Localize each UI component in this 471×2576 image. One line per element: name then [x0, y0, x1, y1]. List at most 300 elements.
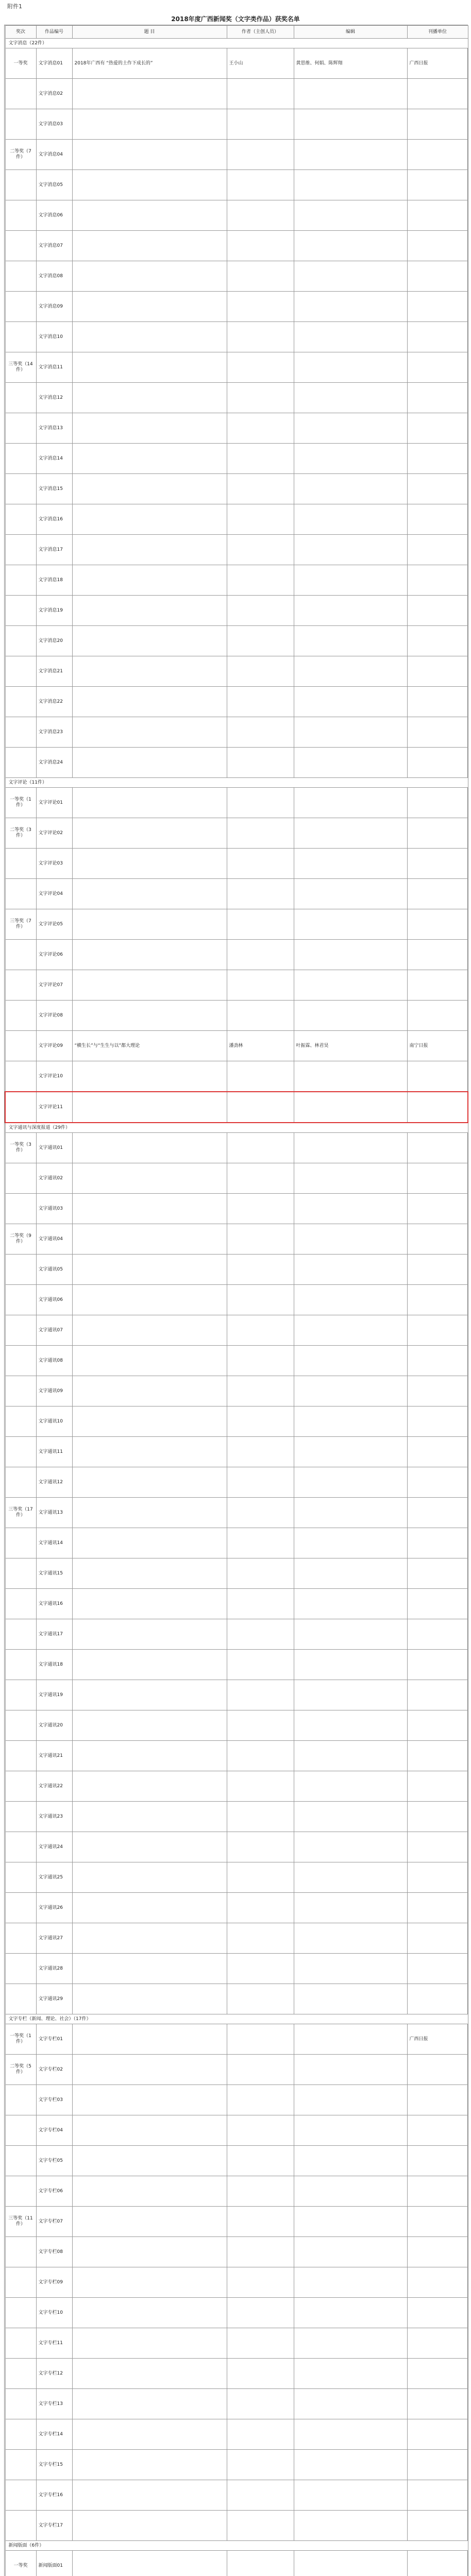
editor-cell: [294, 626, 407, 656]
award-cell: [5, 383, 36, 413]
award-cell: [5, 322, 36, 352]
award-cell: [5, 261, 36, 292]
work-code-cell: 文字专栏16: [36, 2480, 72, 2511]
publisher-cell: [407, 2085, 468, 2115]
work-code-cell: 文字消息03: [36, 109, 72, 140]
author-cell: [227, 2055, 294, 2085]
work-title-cell: [72, 261, 227, 292]
table-row: [5, 1498, 468, 1528]
work-title-cell: [72, 1528, 227, 1558]
author-cell: [227, 322, 294, 352]
award-cell: [5, 1528, 36, 1558]
award-cell: [5, 1832, 36, 1862]
publisher-cell: [407, 909, 468, 940]
work-title-cell: [72, 1832, 227, 1862]
work-title-cell: [72, 2298, 227, 2328]
author-cell: [227, 1710, 294, 1741]
work-title-cell: [72, 1437, 227, 1467]
award-cell: [5, 1710, 36, 1741]
table-row: [5, 1984, 468, 2014]
table-row: [5, 1650, 468, 1680]
work-code-cell: 文字专栏10: [36, 2298, 72, 2328]
author-cell: [227, 383, 294, 413]
work-title-cell: [72, 1923, 227, 1954]
editor-cell: [294, 231, 407, 261]
table-row: [5, 788, 468, 818]
work-title-cell: [72, 2176, 227, 2207]
table-row: [5, 2267, 468, 2298]
publisher-cell: [407, 504, 468, 535]
work-title-cell: [72, 2115, 227, 2146]
author-cell: [227, 1255, 294, 1285]
author-cell: [227, 1001, 294, 1031]
editor-cell: [294, 2207, 407, 2237]
author-cell: [227, 596, 294, 626]
publisher-cell: [407, 1832, 468, 1862]
publisher-cell: [407, 940, 468, 970]
author-cell: [227, 2551, 294, 2576]
author-cell: [227, 2085, 294, 2115]
work-title-cell: [72, 1346, 227, 1376]
work-title-cell: [72, 1954, 227, 1984]
table-row: [5, 2551, 468, 2576]
author-cell: 潘劲林: [227, 1031, 294, 1061]
award-cell: [5, 292, 36, 322]
editor-cell: [294, 292, 407, 322]
work-code-cell: 文字通讯08: [36, 1346, 72, 1376]
work-code-cell: 文字消息13: [36, 413, 72, 444]
publisher-cell: [407, 200, 468, 231]
work-code-cell: 文字专栏08: [36, 2237, 72, 2267]
award-cell: [5, 1092, 36, 1123]
award-cell: [5, 2115, 36, 2146]
editor-cell: [294, 2359, 407, 2389]
award-cell: [5, 1315, 36, 1346]
award-cell: [5, 2450, 36, 2480]
editor-cell: [294, 2024, 407, 2055]
col-header-editor: 编辑: [294, 26, 407, 39]
table-row: [5, 1255, 468, 1285]
table-row: [5, 1315, 468, 1346]
work-code-cell: 文字消息06: [36, 200, 72, 231]
publisher-cell: [407, 2359, 468, 2389]
work-title-cell: [72, 1406, 227, 1437]
author-cell: [227, 2267, 294, 2298]
table-row: [5, 1802, 468, 1832]
author-cell: [227, 818, 294, 849]
work-title-cell: [72, 1467, 227, 1498]
work-code-cell: 文字通讯05: [36, 1255, 72, 1285]
work-title-cell: [72, 1680, 227, 1710]
work-title-cell: [72, 2085, 227, 2115]
table-row: [5, 1528, 468, 1558]
author-cell: [227, 879, 294, 909]
table-row: [5, 1862, 468, 1893]
editor-cell: [294, 565, 407, 596]
editor-cell: [294, 1741, 407, 1771]
editor-cell: [294, 2389, 407, 2419]
work-code-cell: 文字消息19: [36, 596, 72, 626]
award-cell: [5, 1589, 36, 1619]
author-cell: [227, 2389, 294, 2419]
work-code-cell: 文字消息15: [36, 474, 72, 504]
work-title-cell: [72, 1255, 227, 1285]
table-row: [5, 383, 468, 413]
work-code-cell: 文字专栏11: [36, 2328, 72, 2359]
publisher-cell: [407, 170, 468, 200]
award-cell: [5, 2176, 36, 2207]
author-cell: [227, 2328, 294, 2359]
table-row: [5, 1437, 468, 1467]
editor-cell: 叶振霖、林君昊: [294, 1031, 407, 1061]
work-title-cell: 2018年广西有 “热爱的土作下成长的”: [72, 48, 227, 79]
editor-cell: [294, 1893, 407, 1923]
publisher-cell: [407, 2480, 468, 2511]
work-title-cell: [72, 2551, 227, 2576]
section-row: [5, 778, 468, 788]
author-cell: [227, 748, 294, 778]
work-code-cell: 文字专栏01: [36, 2024, 72, 2055]
table-row: [5, 2176, 468, 2207]
editor-cell: [294, 1680, 407, 1710]
table-row: [5, 909, 468, 940]
award-list-table-container: [4, 25, 468, 2576]
award-cell: [5, 1194, 36, 1224]
section-row: [5, 2014, 468, 2024]
work-title-cell: [72, 2480, 227, 2511]
work-title-cell: [72, 748, 227, 778]
work-code-cell: 文字通讯13: [36, 1498, 72, 1528]
publisher-cell: [407, 2146, 468, 2176]
publisher-cell: [407, 1498, 468, 1528]
work-code-cell: 文字通讯04: [36, 1224, 72, 1255]
publisher-cell: [407, 687, 468, 717]
author-cell: [227, 1954, 294, 1984]
publisher-cell: [407, 1741, 468, 1771]
table-row: [5, 2146, 468, 2176]
author-cell: [227, 1285, 294, 1315]
award-cell: [5, 2146, 36, 2176]
award-cell: [5, 170, 36, 200]
award-cell: [5, 1893, 36, 1923]
work-title-cell: [72, 909, 227, 940]
table-row: [5, 504, 468, 535]
work-code-cell: 文字消息14: [36, 444, 72, 474]
editor-cell: [294, 748, 407, 778]
publisher-cell: [407, 1650, 468, 1680]
award-cell: [5, 2237, 36, 2267]
editor-cell: [294, 2328, 407, 2359]
award-cell: 三等奖（14件）: [5, 352, 36, 383]
editor-cell: [294, 1558, 407, 1589]
author-cell: [227, 1315, 294, 1346]
editor-cell: [294, 2511, 407, 2541]
table-row: [5, 970, 468, 1001]
table-row: [5, 2450, 468, 2480]
table-row: [5, 1376, 468, 1406]
work-title-cell: [72, 2511, 227, 2541]
editor-cell: [294, 1285, 407, 1315]
work-title-cell: [72, 1741, 227, 1771]
table-row: [5, 292, 468, 322]
award-cell: [5, 1255, 36, 1285]
publisher-cell: [407, 535, 468, 565]
award-cell: 一等奖: [5, 2551, 36, 2576]
table-row: [5, 1224, 468, 1255]
work-title-cell: [72, 717, 227, 748]
work-title-cell: [72, 140, 227, 170]
author-cell: [227, 1528, 294, 1558]
work-title-cell: [72, 2237, 227, 2267]
section-row: [5, 2541, 468, 2551]
work-title-cell: [72, 970, 227, 1001]
table-row: [5, 1589, 468, 1619]
work-title-cell: [72, 1802, 227, 1832]
editor-cell: [294, 2419, 407, 2450]
table-row: [5, 879, 468, 909]
work-title-cell: [72, 2207, 227, 2237]
table-row: [5, 200, 468, 231]
work-title-cell: [72, 1163, 227, 1194]
editor-cell: [294, 1163, 407, 1194]
table-row: [5, 748, 468, 778]
work-code-cell: 文字消息18: [36, 565, 72, 596]
editor-cell: [294, 2176, 407, 2207]
work-code-cell: 文字通讯15: [36, 1558, 72, 1589]
editor-cell: [294, 413, 407, 444]
col-header-code: 作品编号: [36, 26, 72, 39]
publisher-cell: [407, 444, 468, 474]
work-code-cell: 文字专栏02: [36, 2055, 72, 2085]
author-cell: [227, 1650, 294, 1680]
work-title-cell: [72, 1710, 227, 1741]
table-row: [5, 2237, 468, 2267]
author-cell: [227, 2146, 294, 2176]
table-row: [5, 2511, 468, 2541]
work-code-cell: 文字评论09: [36, 1031, 72, 1061]
work-title-cell: [72, 1092, 227, 1123]
author-cell: [227, 413, 294, 444]
work-title-cell: [72, 565, 227, 596]
author-cell: [227, 1589, 294, 1619]
author-cell: [227, 1133, 294, 1163]
table-header-row: [5, 26, 468, 39]
editor-cell: [294, 717, 407, 748]
publisher-cell: [407, 1406, 468, 1437]
editor-cell: [294, 170, 407, 200]
award-cell: [5, 504, 36, 535]
award-cell: [5, 717, 36, 748]
work-title-cell: [72, 292, 227, 322]
work-title-cell: [72, 1376, 227, 1406]
author-cell: [227, 940, 294, 970]
table-row: [5, 2389, 468, 2419]
work-code-cell: 文字通讯24: [36, 1832, 72, 1862]
work-title-cell: [72, 1285, 227, 1315]
publisher-cell: [407, 1467, 468, 1498]
editor-cell: [294, 2237, 407, 2267]
award-cell: [5, 1346, 36, 1376]
work-code-cell: 文字通讯27: [36, 1923, 72, 1954]
publisher-cell: [407, 1163, 468, 1194]
award-cell: [5, 200, 36, 231]
work-code-cell: 文字评论03: [36, 849, 72, 879]
table-row: [5, 1194, 468, 1224]
work-code-cell: 文字专栏13: [36, 2389, 72, 2419]
table-row: [5, 1092, 468, 1123]
author-cell: [227, 2207, 294, 2237]
table-row: [5, 2298, 468, 2328]
work-code-cell: 文字消息17: [36, 535, 72, 565]
work-title-cell: [72, 1771, 227, 1802]
work-title-cell: [72, 2055, 227, 2085]
publisher-cell: [407, 748, 468, 778]
work-code-cell: 文字消息08: [36, 261, 72, 292]
work-code-cell: 文字消息01: [36, 48, 72, 79]
editor-cell: [294, 1061, 407, 1092]
table-row: [5, 1893, 468, 1923]
work-title-cell: [72, 2267, 227, 2298]
publisher-cell: [407, 1923, 468, 1954]
publisher-cell: [407, 1802, 468, 1832]
publisher-cell: 广西日报: [407, 48, 468, 79]
work-code-cell: 文字评论01: [36, 788, 72, 818]
work-title-cell: [72, 1061, 227, 1092]
publisher-cell: [407, 1255, 468, 1285]
table-row: [5, 140, 468, 170]
publisher-cell: [407, 1528, 468, 1558]
author-cell: [227, 1163, 294, 1194]
author-cell: [227, 1376, 294, 1406]
work-title-cell: [72, 504, 227, 535]
award-cell: [5, 970, 36, 1001]
editor-cell: 黄思维、何娟、陈辉翔: [294, 48, 407, 79]
work-title-cell: [72, 2419, 227, 2450]
editor-cell: [294, 1467, 407, 1498]
work-title-cell: [72, 1984, 227, 2014]
work-title-cell: [72, 444, 227, 474]
award-cell: 一等奖（1件）: [5, 788, 36, 818]
award-cell: [5, 2480, 36, 2511]
editor-cell: [294, 2480, 407, 2511]
section-label: 文字通讯与深度报道（29件）: [5, 1123, 468, 1133]
work-title-cell: [72, 79, 227, 109]
work-code-cell: 文字消息11: [36, 352, 72, 383]
table-row: [5, 413, 468, 444]
work-code-cell: 文字通讯28: [36, 1954, 72, 1984]
work-code-cell: 文字通讯14: [36, 1528, 72, 1558]
author-cell: [227, 200, 294, 231]
author-cell: [227, 2237, 294, 2267]
publisher-cell: [407, 565, 468, 596]
publisher-cell: [407, 1092, 468, 1123]
publisher-cell: [407, 413, 468, 444]
table-row: [5, 1558, 468, 1589]
award-cell: 三等奖（7件）: [5, 909, 36, 940]
editor-cell: [294, 1315, 407, 1346]
work-code-cell: 文字专栏14: [36, 2419, 72, 2450]
author-cell: [227, 504, 294, 535]
author-cell: [227, 1092, 294, 1123]
author-cell: [227, 1680, 294, 1710]
work-title-cell: [72, 596, 227, 626]
author-cell: [227, 1832, 294, 1862]
work-title-cell: [72, 1224, 227, 1255]
author-cell: [227, 474, 294, 504]
award-cell: [5, 748, 36, 778]
publisher-cell: [407, 2298, 468, 2328]
editor-cell: [294, 1001, 407, 1031]
editor-cell: [294, 444, 407, 474]
author-cell: [227, 2024, 294, 2055]
author-cell: [227, 292, 294, 322]
work-code-cell: 文字通讯16: [36, 1589, 72, 1619]
award-cell: [5, 849, 36, 879]
author-cell: [227, 656, 294, 687]
work-title-cell: [72, 1001, 227, 1031]
work-code-cell: 文字评论06: [36, 940, 72, 970]
editor-cell: [294, 909, 407, 940]
work-title-cell: [72, 940, 227, 970]
page-title: 2018年度广西新闻奖（文字类作品）获奖名单: [171, 15, 300, 23]
section-label: 文字消息（22件）: [5, 39, 468, 48]
publisher-cell: [407, 352, 468, 383]
publisher-cell: [407, 1437, 468, 1467]
editor-cell: [294, 352, 407, 383]
author-cell: [227, 2511, 294, 2541]
table-row: [5, 1923, 468, 1954]
publisher-cell: [407, 2176, 468, 2207]
editor-cell: [294, 1710, 407, 1741]
table-row: [5, 2359, 468, 2389]
author-cell: [227, 1467, 294, 1498]
author-cell: 王小山: [227, 48, 294, 79]
award-cell: [5, 413, 36, 444]
publisher-cell: [407, 231, 468, 261]
publisher-cell: [407, 2511, 468, 2541]
editor-cell: [294, 1862, 407, 1893]
work-title-cell: [72, 383, 227, 413]
work-code-cell: 文字专栏12: [36, 2359, 72, 2389]
editor-cell: [294, 2450, 407, 2480]
editor-cell: [294, 1255, 407, 1285]
author-cell: [227, 909, 294, 940]
editor-cell: [294, 1528, 407, 1558]
author-cell: [227, 1619, 294, 1650]
award-cell: [5, 444, 36, 474]
award-cell: [5, 2389, 36, 2419]
publisher-cell: [407, 818, 468, 849]
author-cell: [227, 444, 294, 474]
author-cell: [227, 849, 294, 879]
author-cell: [227, 2176, 294, 2207]
work-code-cell: 文字专栏07: [36, 2207, 72, 2237]
award-cell: [5, 1467, 36, 1498]
editor-cell: [294, 504, 407, 535]
publisher-cell: [407, 292, 468, 322]
table-row: [5, 1832, 468, 1862]
award-cell: [5, 2419, 36, 2450]
award-cell: [5, 231, 36, 261]
table-row: [5, 2115, 468, 2146]
publisher-cell: [407, 1346, 468, 1376]
work-code-cell: 文字通讯20: [36, 1710, 72, 1741]
editor-cell: [294, 2115, 407, 2146]
editor-cell: [294, 2085, 407, 2115]
table-row: [5, 1061, 468, 1092]
editor-cell: [294, 109, 407, 140]
publisher-cell: [407, 849, 468, 879]
